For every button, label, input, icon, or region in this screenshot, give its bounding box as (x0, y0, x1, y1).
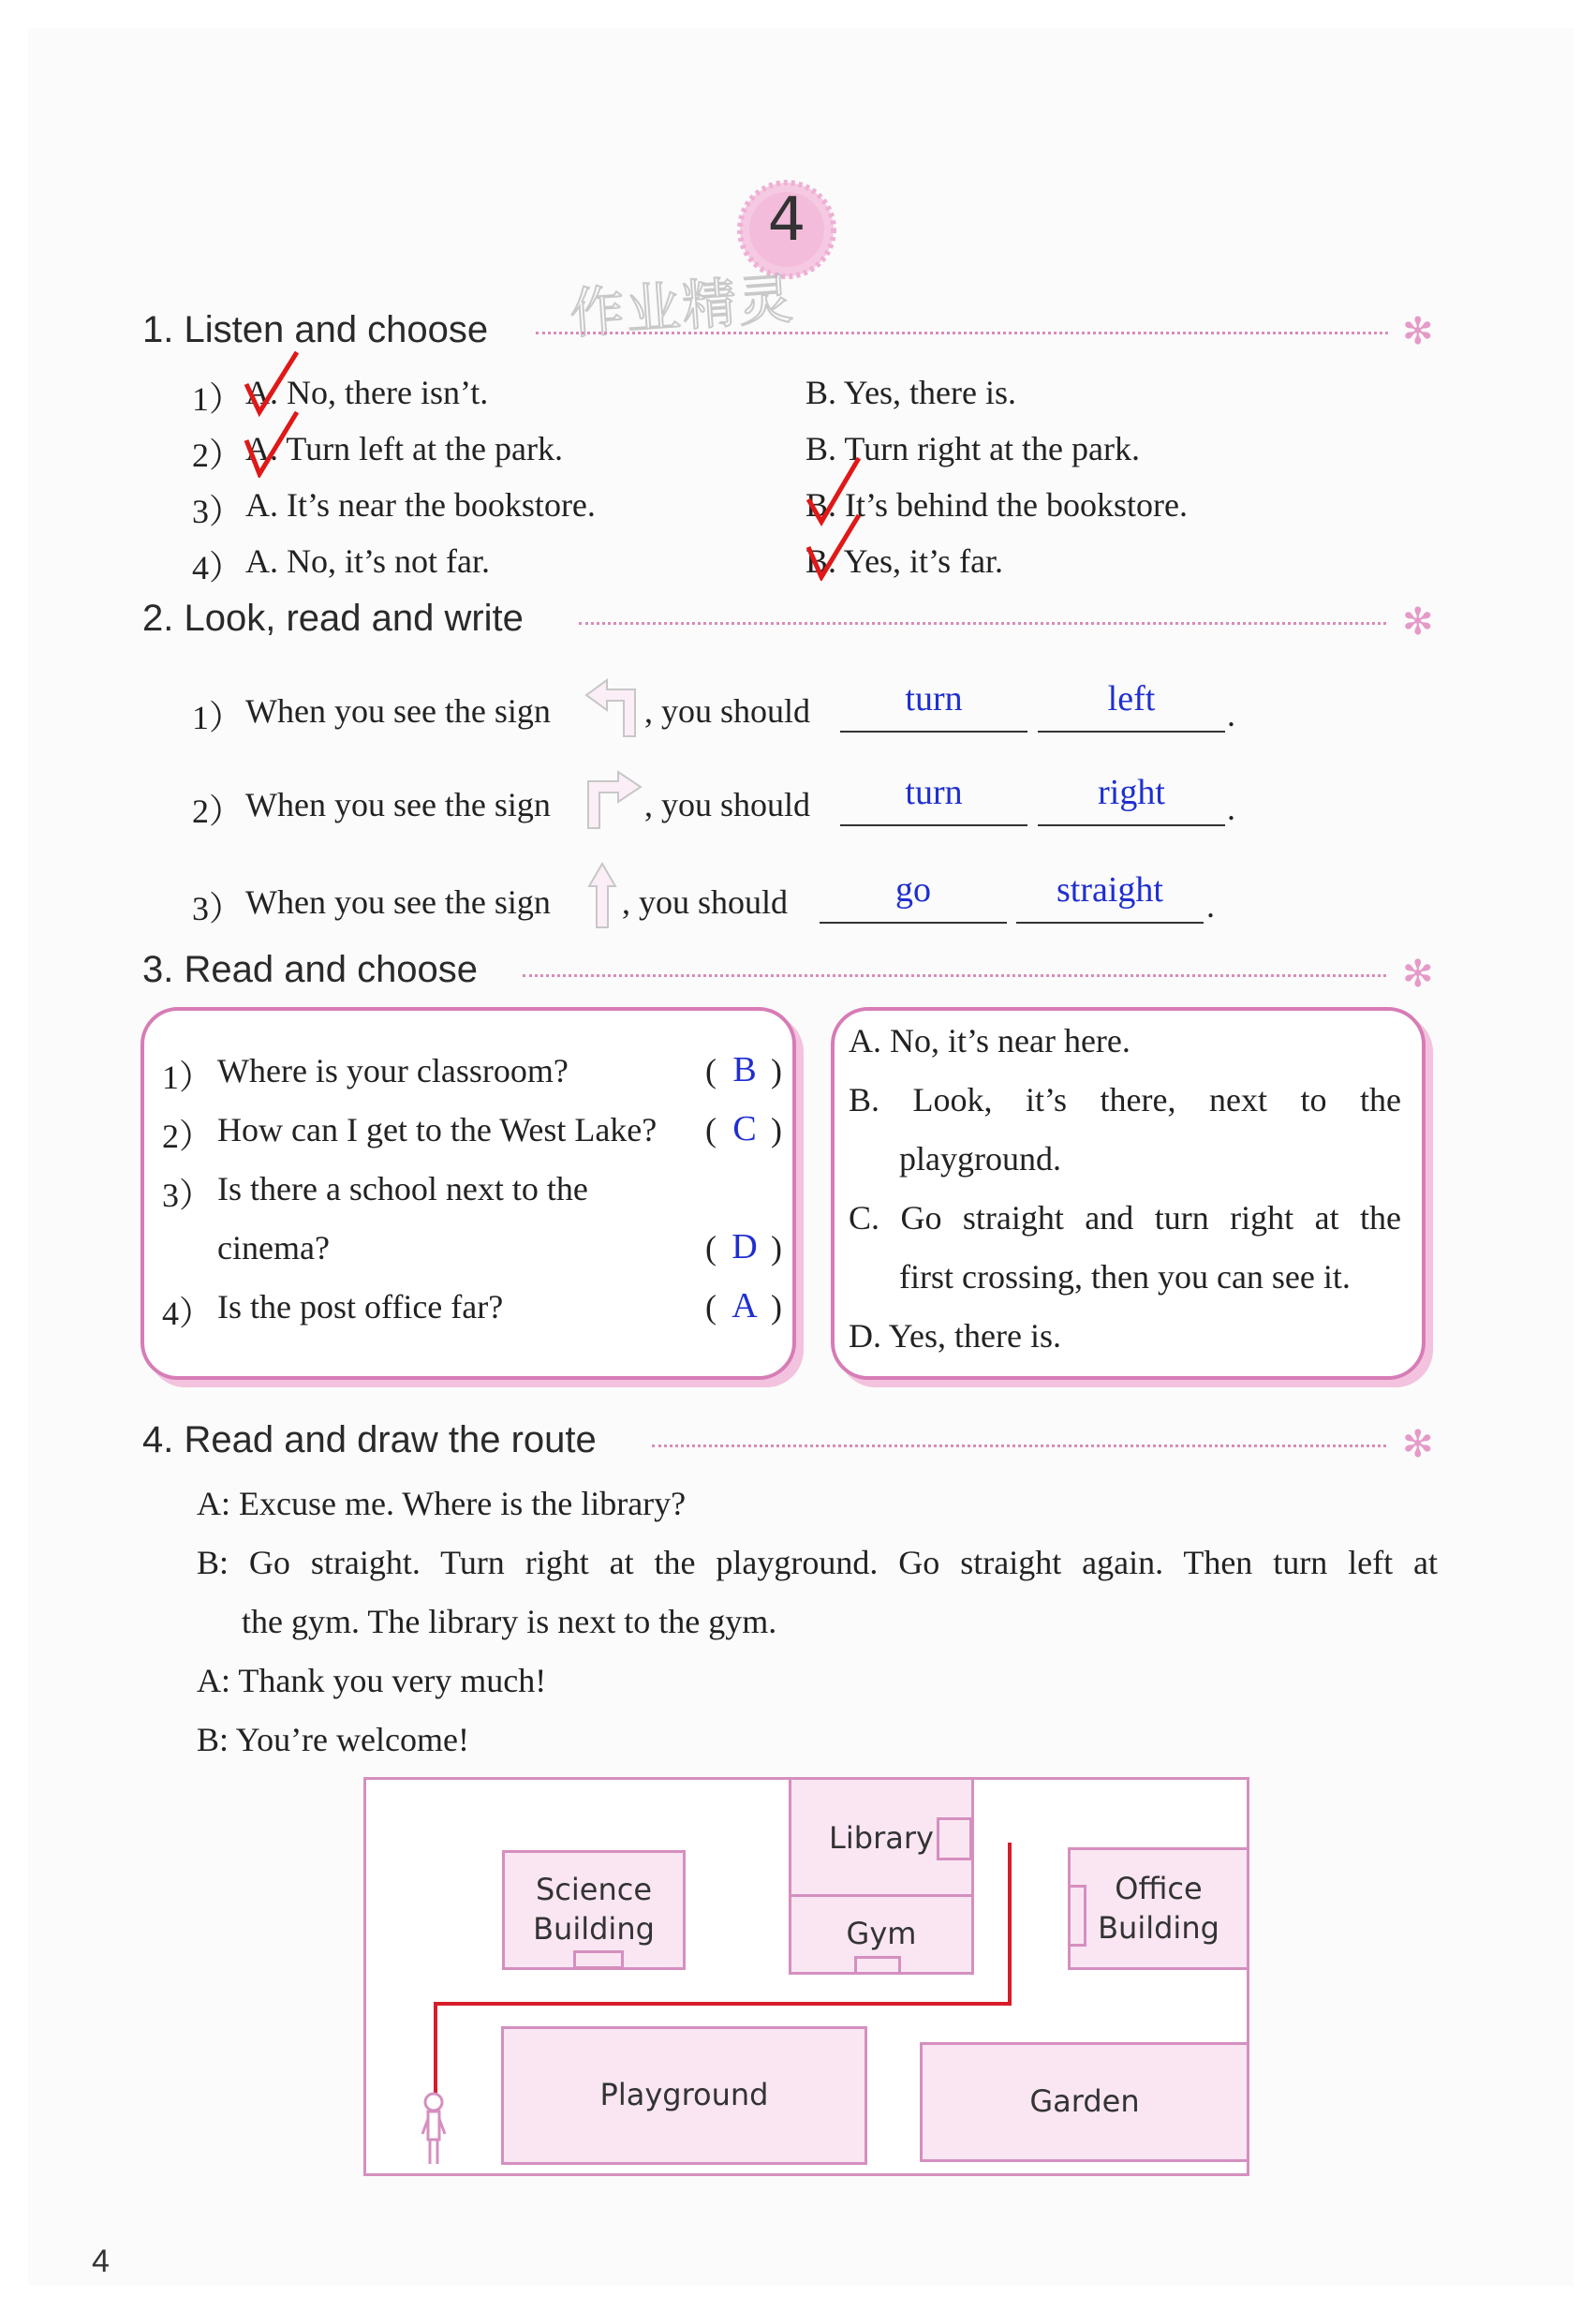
person-icon (420, 2091, 448, 2168)
paren-open: ( (705, 1111, 717, 1148)
s2-prompt-end-1: , you should (644, 692, 811, 730)
unit-number: 4 (767, 185, 806, 255)
s3-option-c-cont: first crossing, then you can see it. (899, 1258, 1351, 1296)
playground-label: Playground (599, 2077, 769, 2113)
flower-icon: ✻ (1402, 953, 1434, 995)
answer-blank (820, 922, 1007, 924)
s1-option-a-1: A. No, there isn’t. (245, 374, 489, 411)
answer-blank (840, 731, 1027, 733)
section4-title: 4. Read and draw the route (142, 1419, 597, 1460)
s3-question-4: Is the post office far? (217, 1288, 504, 1326)
paren-close: ) (771, 1288, 782, 1326)
s2-num-2: 2） (192, 793, 244, 830)
go-straight-sign-icon (586, 860, 618, 931)
s2-answer-1b: left (1107, 679, 1156, 718)
dialogue-line-4: B: You’re welcome! (197, 1721, 469, 1758)
period: . (1227, 790, 1235, 827)
paren-close: ) (771, 1052, 782, 1089)
turn-right-sign-icon (583, 766, 646, 832)
s3-question-2: How can I get to the West Lake? (217, 1111, 658, 1148)
s3-question-1: Where is your classroom? (217, 1052, 569, 1089)
s2-answer-3a: go (895, 870, 931, 910)
s1-option-b-4: B. Yes, it’s far. (805, 542, 1004, 580)
s1-option-a-3: A. It’s near the bookstore. (245, 486, 596, 524)
s3-num-4: 4） (162, 1295, 214, 1332)
s2-answer-1a: turn (905, 679, 963, 718)
flower-icon: ✻ (1402, 600, 1434, 643)
s3-question-3-cont: cinema? (217, 1229, 330, 1267)
watermark: 作业精灵 (568, 266, 797, 347)
s3-option-d: D. Yes, there is. (849, 1317, 1062, 1355)
answer-blank (840, 824, 1027, 826)
paren-open: ( (705, 1052, 717, 1089)
dialogue-line-2-cont: the gym. The library is next to the gym. (242, 1603, 777, 1640)
gym-label: Gym (846, 1916, 917, 1952)
divider (523, 974, 1386, 977)
s2-num-3: 3） (192, 890, 244, 927)
s2-prompt-end-3: , you should (622, 883, 789, 921)
s1-option-a-2: A. Turn left at the park. (245, 430, 563, 467)
section1-title: 1. Listen and choose (142, 309, 489, 350)
divider (652, 1444, 1386, 1447)
period: . (1227, 696, 1235, 733)
paren-close: ) (771, 1229, 782, 1267)
dialogue-line-3: A: Thank you very much! (197, 1662, 547, 1699)
divider (579, 622, 1386, 625)
s2-prompt-1: When you see the sign (245, 692, 551, 730)
s2-answer-3b: straight (1057, 870, 1163, 910)
s3-option-a: A. No, it’s near here. (849, 1022, 1130, 1059)
s3-option-b-cont: playground. (899, 1140, 1061, 1178)
s3-option-c: C. Go straight and turn right at the (849, 1199, 1401, 1237)
section2-title: 2. Look, read and write (142, 598, 524, 639)
s1-option-b-1: B. Yes, there is. (805, 374, 1017, 411)
drawn-route (363, 1777, 1244, 2170)
garden-label: Garden (1029, 2083, 1140, 2120)
paren-open: ( (705, 1229, 717, 1267)
s3-answer-4: A (732, 1286, 758, 1326)
dialogue-line-1: A: Excuse me. Where is the library? (197, 1485, 687, 1522)
answer-blank (1038, 731, 1225, 733)
answer-blank (1038, 824, 1225, 826)
flower-icon: ✻ (1402, 310, 1434, 352)
paren-open: ( (705, 1288, 717, 1326)
s1-num-2: 2） (192, 437, 244, 474)
s1-num-4: 4） (192, 549, 244, 586)
office-building-label: Office Building (1098, 1870, 1219, 1946)
dialogue-line-2: B: Go straight. Turn right at the playground. Go straight again. Then turn left at (197, 1544, 1438, 1581)
s2-answer-2a: turn (905, 773, 963, 812)
section3-title: 3. Read and choose (142, 949, 479, 990)
turn-left-sign-icon (583, 674, 641, 740)
s3-answer-2: C (732, 1109, 757, 1148)
s2-prompt-3: When you see the sign (245, 883, 551, 921)
s2-prompt-end-2: , you should (644, 786, 811, 823)
s1-option-a-4: A. No, it’s not far. (245, 542, 490, 580)
s2-answer-2b: right (1098, 773, 1165, 812)
s1-num-3: 3） (192, 493, 244, 530)
s3-answer-3: D (732, 1227, 758, 1267)
period: . (1206, 887, 1215, 925)
s3-answer-1: B (732, 1050, 757, 1089)
check-mark-icon (801, 506, 876, 581)
paren-close: ) (771, 1111, 782, 1148)
s3-option-b: B. Look, it’s there, next to the (849, 1081, 1401, 1118)
s3-question-3: Is there a school next to the (217, 1170, 588, 1207)
s2-prompt-2: When you see the sign (245, 786, 551, 823)
check-mark-icon (239, 403, 314, 478)
divider (536, 332, 1388, 334)
s1-num-1: 1） (192, 380, 244, 418)
s3-num-3: 3） (162, 1177, 214, 1214)
s3-num-2: 2） (162, 1118, 214, 1155)
s1-option-b-2: B. Turn right at the park. (805, 430, 1140, 467)
answer-blank (1016, 922, 1204, 924)
s1-option-b-3: B. It’s behind the bookstore. (805, 486, 1188, 524)
page-number: 4 (92, 2244, 110, 2279)
s2-num-1: 1） (192, 699, 244, 736)
science-building-label: Science Building (533, 1872, 655, 1947)
library-label: Library (829, 1819, 934, 1856)
s3-num-1: 1） (162, 1059, 214, 1096)
flower-icon: ✻ (1402, 1423, 1434, 1465)
